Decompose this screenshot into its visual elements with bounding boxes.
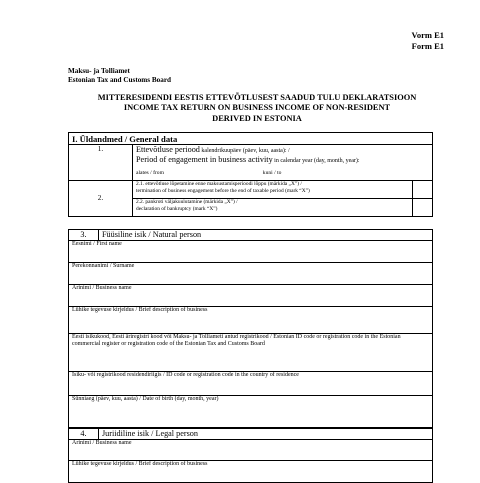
- form-code: [411, 30, 444, 52]
- termination-option-label: [133, 181, 413, 199]
- authority-et: Maksu- ja Tolliamet: [68, 67, 130, 75]
- section-heading: Juriidiline isik / Legal person: [99, 429, 433, 440]
- section-number: 4.: [69, 429, 99, 440]
- bankruptcy-option-label: [133, 199, 413, 217]
- business-name-field[interactable]: Ärinimi / Business name: [69, 285, 433, 307]
- form-title: [70, 93, 444, 124]
- first-name-field[interactable]: Eesnimi / First name: [69, 241, 433, 263]
- bankruptcy-label-en: declaration of bankruptcy (mark “X”): [136, 206, 218, 213]
- title-line-3: DERIVED IN ESTONIA: [212, 113, 302, 123]
- to-label: kuni / to: [262, 170, 282, 177]
- period-label-et: Ettevõtluse periood: [136, 145, 200, 154]
- row-number: 1.: [69, 145, 133, 181]
- engagement-period-field[interactable]: [133, 145, 433, 181]
- business-description-field[interactable]: Lühike tegevuse kirjeldus / Brief description of business: [69, 307, 433, 334]
- natural-person-section: [68, 229, 433, 428]
- row-number: 2.: [69, 181, 133, 217]
- residence-id-code-field[interactable]: Isiku- või registrikood residendiriigis / ID code or registration code in the country of residence: [69, 372, 433, 396]
- general-data-section: [68, 132, 433, 217]
- section-heading: Füüsiline isik / Natural person: [99, 230, 433, 241]
- termination-label-et: 2.1. ettevõtluse lõpetamine enne maksustamisperioodi lõppu (märkida „X”) /: [136, 181, 302, 187]
- estonian-id-code-field[interactable]: Eesti isikukood, Eesti äriregistri kood või Maksu- ja Tolliameti antud registrikood / Estonian ID code or registration code in the Estonian commercial register or registration code of the Estonian Tax and Customs Board: [69, 334, 433, 372]
- authority-en: Estonian Tax and Customs Board: [68, 76, 172, 84]
- business-name-field[interactable]: Ärinimi / Business name: [69, 440, 433, 461]
- title-line-1: MITTERESIDENDI EESTIS ETTEVÕTLUSEST SAADUD TULU DEKLARATSIOON: [97, 93, 417, 102]
- tax-authority: [68, 67, 171, 85]
- termination-checkbox[interactable]: [413, 181, 433, 199]
- section-heading: I. Üldandmed / General data: [69, 133, 433, 145]
- legal-person-section: [68, 428, 433, 483]
- section-number: 3.: [69, 230, 99, 241]
- business-description-field[interactable]: Lühike tegevuse kirjeldus / Brief description of business: [69, 461, 433, 483]
- surname-field[interactable]: Perekonnanimi / Surname: [69, 263, 433, 285]
- date-of-birth-field[interactable]: Sünniaeg (päev, kuu, aasta) / Date of birth (day, month, year): [69, 396, 433, 428]
- form-code-et: Vorm E1: [411, 30, 444, 40]
- bankruptcy-checkbox[interactable]: [413, 199, 433, 217]
- period-label-en-note: in calendar year (day, month, year):: [272, 158, 360, 165]
- period-label-en: Period of engagement in business activity: [136, 155, 273, 165]
- form-code-en: Form E1: [411, 41, 444, 51]
- termination-label-en: termination of business engagement before the end of taxable period (mark “X”): [136, 188, 310, 195]
- period-label-et-note: kalendrikuupäev (päev, kuu, aasta): /: [199, 148, 290, 154]
- bankruptcy-label-et: 2.2. pankroti väljakuulutamine (märkida „X”) /: [136, 199, 238, 205]
- title-line-2: INCOME TAX RETURN ON BUSINESS INCOME OF NON-RESIDENT: [123, 103, 391, 113]
- from-label: alates / from: [136, 170, 164, 177]
